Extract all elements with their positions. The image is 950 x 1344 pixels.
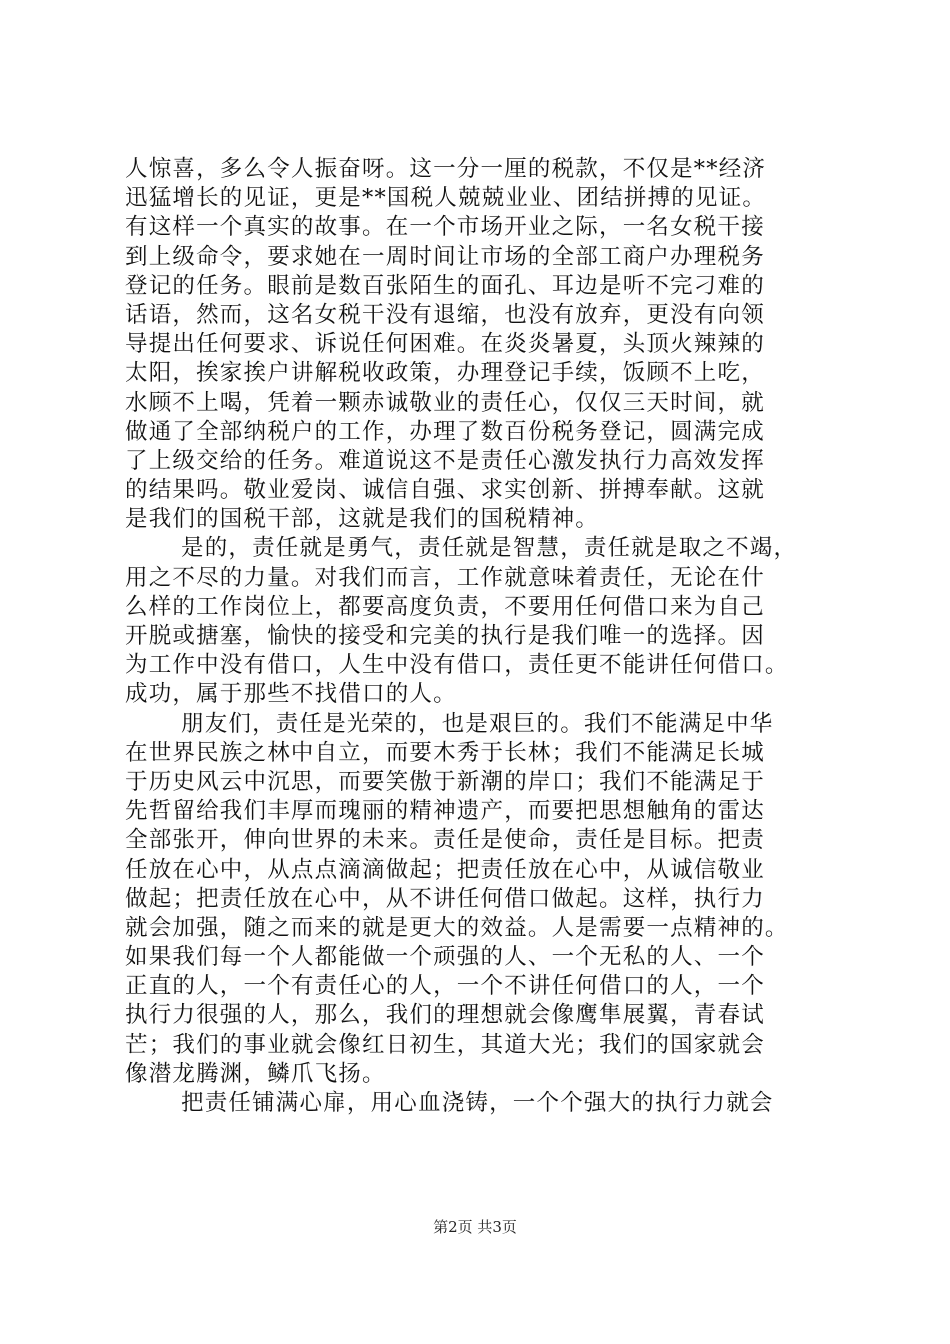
text-line: 做通了全部纳税户的工作，办理了数百份税务登记，圆满完成 — [125, 418, 765, 445]
text-line: 到上级命令，要求她在一周时间让市场的全部工商户办理税务 — [125, 243, 765, 270]
text-line: 是的，责任就是勇气，责任就是智慧，责任就是取之不竭， — [181, 535, 798, 562]
text-line: 就会加强，随之而来的就是更大的效益。人是需要一点精神的。 — [125, 914, 789, 941]
text-line: 了上级交给的任务。难道说这不是责任心激发执行力高效发挥 — [125, 447, 765, 474]
text-line: 话语，然而，这名女税干没有退缩，也没有放弃，更没有向领 — [125, 301, 765, 328]
text-line: 如果我们每一个人都能做一个顽强的人、一个无私的人、一个 — [125, 944, 765, 971]
text-line: 为工作中没有借口，人生中没有借口，责任更不能讲任何借口。 — [125, 652, 789, 679]
text-line: 做起；把责任放在心中，从不讲任何借口做起。这样，执行力 — [125, 885, 765, 912]
text-line: 像潜龙腾渊，鳞爪飞扬。 — [125, 1060, 386, 1087]
text-line: 是我们的国税干部，这就是我们的国税精神。 — [125, 506, 600, 533]
text-line: 水顾不上喝，凭着一颗赤诚敬业的责任心，仅仅三天时间，就 — [125, 389, 765, 416]
text-line: 太阳，挨家挨户讲解税收政策，办理登记手续，饭顾不上吃， — [125, 360, 765, 387]
text-line: 先哲留给我们丰厚而瑰丽的精神遗产，而要把思想触角的雷达 — [125, 798, 765, 825]
text-line: 成功，属于那些不找借口的人。 — [125, 681, 457, 708]
text-line: 登记的任务。眼前是数百张陌生的面孔、耳边是听不完刁难的 — [125, 272, 765, 299]
text-line: 芒；我们的事业就会像红日初生，其道大光；我们的国家就会 — [125, 1031, 765, 1058]
text-line: 导提出任何要求、诉说任何困难。在炎炎暑夏，头顶火辣辣的 — [125, 331, 765, 358]
text-line: 在世界民族之林中自立，而要木秀于长林；我们不能满足长城 — [125, 739, 765, 766]
text-line: 开脱或搪塞，愉快的接受和完美的执行是我们唯一的选择。因 — [125, 623, 765, 649]
text-line: 朋友们，责任是光荣的，也是艰巨的。我们不能满足中华 — [181, 710, 774, 737]
text-line: 任放在心中，从点点滴滴做起；把责任放在心中，从诚信敬业 — [125, 856, 765, 883]
text-line: 的结果吗。敬业爱岗、诚信自强、求实创新、拼搏奉献。这就 — [125, 477, 765, 504]
text-line: 迅猛增长的见证，更是**国税人兢兢业业、团结拼搏的见证。 — [125, 185, 767, 212]
text-line: 么样的工作岗位上，都要高度负责，不要用任何借口来为自己 — [125, 593, 765, 620]
text-line: 人惊喜，多么令人振奋呀。这一分一厘的税款，不仅是**经济 — [125, 156, 767, 182]
body-text — [125, 155, 845, 1118]
text-line: 有这样一个真实的故事。在一个市场开业之际，一名女税干接 — [125, 214, 765, 241]
text-line: 正直的人，一个有责任心的人，一个不讲任何借口的人，一个 — [125, 973, 765, 1000]
page-footer: 第2页 共3页 — [433, 1218, 517, 1236]
text-line: 执行力很强的人，那么，我们的理想就会像鹰隼展翼，青春试 — [125, 1002, 765, 1029]
text-line: 用之不尽的力量。对我们而言，工作就意味着责任，无论在什 — [125, 564, 765, 591]
text-line: 全部张开，伸向世界的未来。责任是使命，责任是目标。把责 — [125, 827, 765, 854]
text-line: 把责任铺满心扉，用心血浇铸，一个个强大的执行力就会 — [181, 1090, 774, 1116]
text-line: 于历史风云中沉思，而要笑傲于新潮的岸口；我们不能满足于 — [125, 768, 765, 795]
